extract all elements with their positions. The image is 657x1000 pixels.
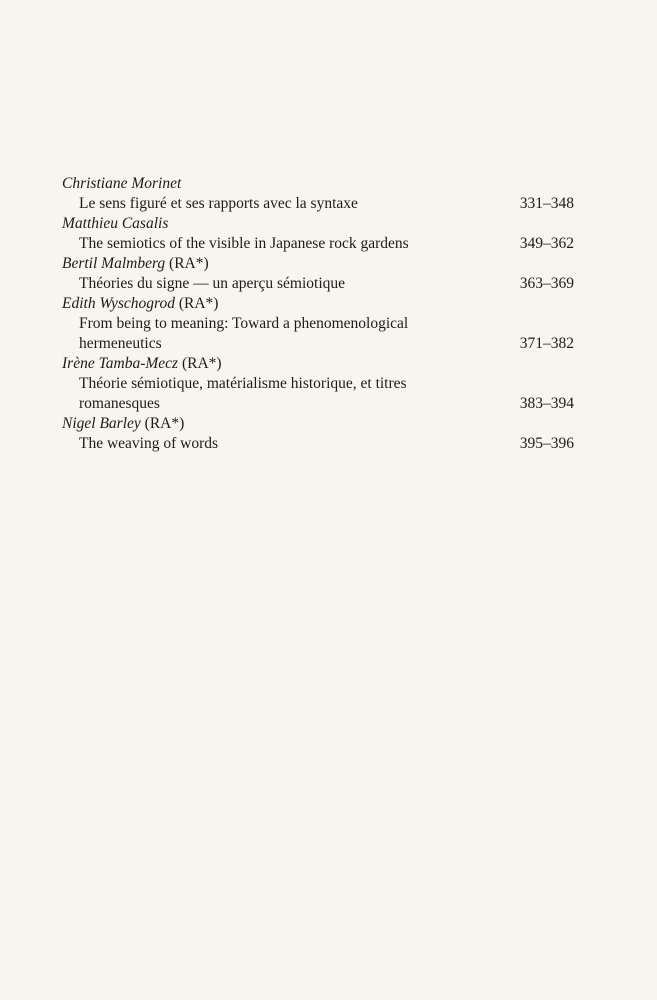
toc-entry: [62, 294, 578, 354]
toc-entry: [62, 214, 578, 254]
toc-entry: [62, 414, 578, 454]
author-role: (RA*): [169, 255, 209, 272]
article-title: The semiotics of the visible in Japanese rock gardens: [79, 235, 409, 252]
toc-entry: [62, 254, 578, 294]
entry-title-row: [62, 314, 578, 354]
entry-author: [62, 254, 578, 274]
entry-title-row: [62, 274, 578, 294]
author-name: Edith Wyschogrod: [62, 295, 175, 312]
entry-title-row: [62, 434, 578, 454]
article-title: The weaving of words: [79, 435, 219, 452]
toc-entry: [62, 354, 578, 414]
author-name: Matthieu Casalis: [62, 215, 169, 232]
article-title: Théorie sémiotique, matérialisme historique, et titres romanesques: [79, 375, 407, 412]
entry-title-row: [62, 234, 578, 254]
entry-title-row: [62, 374, 578, 414]
author-name: Bertil Malmberg: [62, 255, 166, 272]
author-name: Irène Tamba-Mecz: [62, 355, 179, 372]
toc-entry: [62, 174, 578, 214]
author-name: Christiane Morinet: [62, 175, 182, 192]
table-of-contents: [62, 174, 578, 454]
page-range: 371–382: [519, 335, 574, 352]
article-title: Théories du signe — un aperçu sémiotique: [79, 275, 346, 292]
author-role: (RA*): [178, 295, 219, 312]
author-role: (RA*): [181, 355, 222, 372]
page-range: 383–394: [519, 395, 574, 412]
entry-author: [62, 354, 578, 374]
entry-title-row: [62, 194, 578, 214]
article-title: Le sens figuré et ses rapports avec la syntaxe: [79, 195, 358, 212]
article-title: From being to meaning: Toward a phenomenological hermeneutics: [79, 315, 409, 352]
entry-author: [62, 174, 578, 194]
page-range: 349–362: [519, 235, 574, 252]
entry-author: [62, 294, 578, 314]
author-role: (RA*): [144, 415, 185, 432]
page-range: 395–396: [519, 435, 574, 452]
author-name: Nigel Barley: [62, 415, 141, 432]
page-range: 331–348: [519, 195, 574, 212]
entry-author: [62, 414, 578, 434]
page-range: 363–369: [519, 275, 574, 292]
entry-author: [62, 214, 578, 234]
